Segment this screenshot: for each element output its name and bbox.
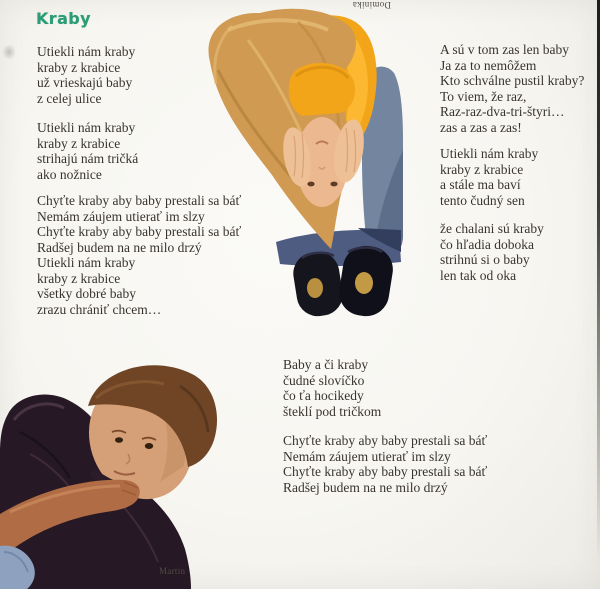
lyric-line: A sú v tom zas len baby xyxy=(440,42,569,57)
lyric-line: Chyťte kraby aby baby prestali sa báť xyxy=(283,464,488,479)
lyric-line: Nemám záujem utierať im slzy xyxy=(283,448,451,464)
lyric-line: zrazu chrániť chcem… xyxy=(37,301,162,317)
lyric-line: čo ťa hocikedy xyxy=(283,388,364,403)
lyric-line: Utiekli nám kraby xyxy=(37,44,136,59)
lyric-line: strihnú si o baby xyxy=(440,252,530,267)
lyrics-left-stanza-3 xyxy=(37,193,241,317)
lyric-line: To viem, že raz, xyxy=(440,88,527,104)
page-title: Kraby xyxy=(36,9,91,28)
lyrics-middle-stanza-1 xyxy=(283,357,381,419)
lyrics-right-stanza-2 xyxy=(440,146,538,208)
lyric-line: tento čudný sen xyxy=(440,192,525,208)
lyric-line: zas a zas a zas! xyxy=(440,119,522,135)
lyric-line: kraby z krabice xyxy=(440,161,524,177)
lyrics-middle-stanza-2 xyxy=(283,433,487,495)
lyric-line: kraby z krabice xyxy=(37,135,121,151)
lyric-line: Baby a či kraby xyxy=(283,357,369,372)
lyric-line: čo hľadia doboka xyxy=(440,236,534,252)
caption-martin: Martin xyxy=(159,566,186,576)
lyric-line: a stále ma baví xyxy=(440,177,521,192)
lyric-line: Radšej budem na ne milo drzý xyxy=(37,239,202,255)
lyric-line: Utiekli nám kraby xyxy=(37,120,136,135)
lyric-line: Chyťte kraby aby baby prestali sa báť xyxy=(37,224,242,239)
lyric-line: že chalani sú kraby xyxy=(440,221,544,236)
lyric-line: Ja za to nemôžem xyxy=(440,57,537,73)
lyric-line: kraby z krabice xyxy=(37,59,121,75)
lyric-line: Chyťte kraby aby baby prestali sa báť xyxy=(37,193,242,208)
lyric-line: Raz-raz-dva-tri-štyri… xyxy=(440,104,565,119)
lyric-line: ako nožnice xyxy=(37,166,102,182)
lyric-line: Utiekli nám kraby xyxy=(440,146,539,161)
lyric-line: Utiekli nám kraby xyxy=(37,255,136,270)
lyric-line: Nemám záujem utierať im slzy xyxy=(37,208,205,224)
lyric-line: strihajú nám tričká xyxy=(37,151,139,166)
lyrics-left-stanza-1 xyxy=(37,44,135,106)
lyric-line: z celej ulice xyxy=(37,90,102,106)
lyrics-right-stanza-1 xyxy=(440,42,584,135)
boy-portrait-illustration xyxy=(0,362,270,589)
scan-artifact xyxy=(2,44,16,60)
lyric-line: už vrieskajú baby xyxy=(37,75,133,90)
lyric-line: kraby z krabice xyxy=(37,270,121,286)
lyric-line: Chyťte kraby aby baby prestali sa báť xyxy=(283,433,488,448)
lyrics-left-stanza-2 xyxy=(37,120,138,182)
lyric-line: Kto schválne pustil kraby? xyxy=(440,73,585,88)
lyric-line: Radšej budem na ne milo drzý xyxy=(283,479,448,495)
boy-portrait-photo xyxy=(0,362,270,589)
lyric-line: čudné slovíčko xyxy=(283,372,365,388)
lyric-line: šteklí pod tričkom xyxy=(283,403,382,419)
caption-dominika: Dominika xyxy=(352,0,391,10)
lyric-line: všetky dobré baby xyxy=(37,286,136,301)
lyric-line: len tak od oka xyxy=(440,267,517,283)
lyrics-right-stanza-3 xyxy=(440,221,544,283)
